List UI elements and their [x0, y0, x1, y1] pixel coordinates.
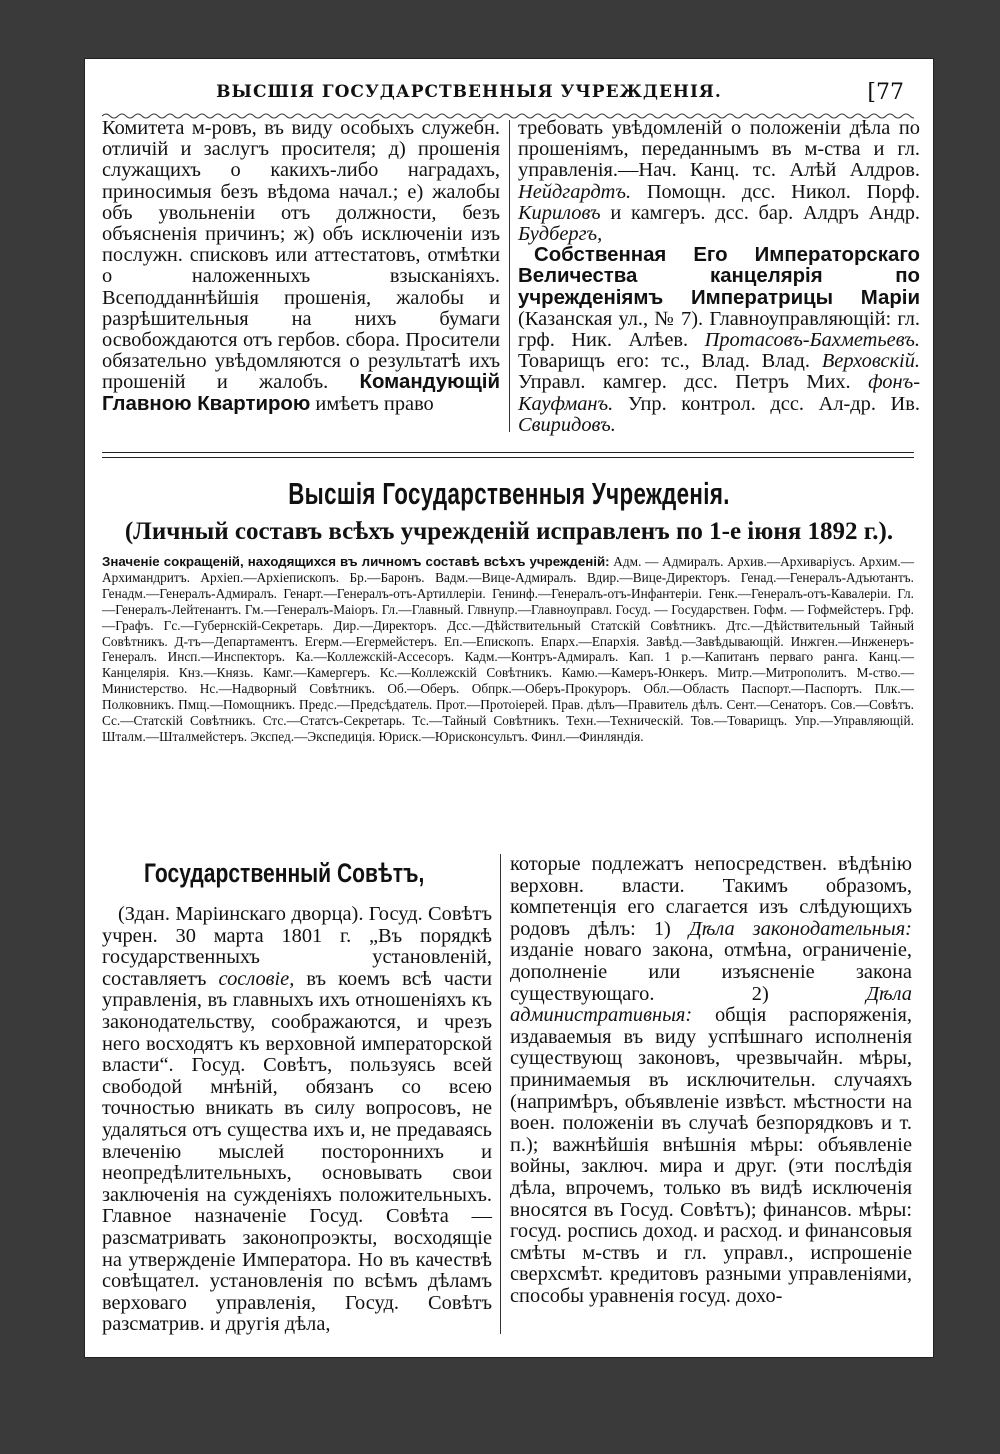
bottom-right-column: [510, 854, 912, 1307]
top-right-text-3: и камгеръ. дсс. бар. Алдръ Андр.: [610, 201, 920, 224]
top-left-bold-phrase: Командующій Главною Квартирою: [102, 371, 500, 415]
top-left-column: [102, 118, 500, 415]
bottom-right-text-3: общія распоряженія, издаваемыя въ виду успѣшнаго исполненія существующ законовъ, чрезвычайн. мѣры, принимаемыя въ исключительн. случаяхъ (напримѣръ, объявленіе извѣст. мѣстности на воен. положеніи въ случаѣ безпорядковъ и т. п.); важнѣйшія внѣшнія мѣры: объявленіе войны, заключ. мира и друг. (эти послѣдія дѣла, впрочемъ, только въ видѣ исключенія вносятся въ Госуд. Совѣтъ); финансов. мѣры: госуд. роспись доход. и расход. и финансовыя смѣты м-ствъ и гл. управл., испрошеніе сверхсмѣт. кредитовъ разными управленіями, способы уравненія госуд. дохо-: [510, 1004, 912, 1307]
top-right-name-2: Кириловъ: [518, 201, 601, 224]
bottom-left-italic-1: сословіе,: [218, 967, 295, 990]
top-right-name-5: Верховскій.: [821, 350, 920, 373]
page-number: [77: [867, 80, 904, 105]
top-right-text-1: требовать увѣдомленій о положеніи дѣла по прошеніямъ, переданнымъ въ м-ства и гл. управленія.—Нач. Канц. тс. Алѣй Алдров.: [518, 117, 920, 182]
main-title: Высшія Государственныя Учрежденія.: [288, 476, 730, 511]
sub-title: (Личный составъ всѣхъ учрежденій исправленъ по 1-е іюня 1892 г.).: [124, 518, 894, 545]
bottom-right-text-1: которые подлежатъ непосредствен. вѣдѣнію верховн. власти. Такимъ образомъ, компетенція его слагается изъ слѣдующихъ родовъ дѣлъ: 1): [510, 853, 912, 940]
top-right-column: [518, 118, 920, 436]
top-right-name-6: фонъ-Кауфманъ.: [518, 371, 920, 415]
abbreviations-block: [102, 554, 914, 745]
top-left-text: Комитета м-ровъ, въ виду особыхъ служебн. отличій и заслугъ просителя; д) прошенія служащихъ о какихъ-либо наградахъ, приносимыя безъ вѣдома начал.; е) жалобы объ увольненіи отъ должности, безъ объясненія причинъ; ж) объ исключеніи изъ послужн. списковъ или аттестатовъ, отмѣтки о наложенныхъ взысканіяхъ. Всеподданнѣйшія прошенія, жалобы и разрѣшительныя на нихъ бумаги освобождаются отъ гербов. сбора. Просители обязательно увѣдомляются о результатѣ ихъ прошеній и жалобъ.: [102, 117, 500, 394]
top-right-text-7: Упр. контрол. дсс. Ал-др. Ив.: [627, 392, 920, 415]
top-left-tail: имѣетъ право: [315, 392, 434, 415]
bottom-right-text-2: изданіе новаго закона, отмѣна, ограниченіе, дополненіе или изъясненіе закона существующаго. 2): [510, 939, 912, 1005]
page: [84, 58, 934, 1358]
top-right-name-7: Свиридовъ.: [518, 413, 616, 436]
top-right-text-5: Товарищъ его: тс., Влад. Влад.: [518, 350, 810, 373]
bottom-left-text-1: (Здан. Маріинскаго дворца). Госуд. Совѣтъ учрен. 30 марта 1801 г. „Въ порядкѣ государственныхъ установленій, составляетъ: [102, 903, 492, 990]
top-right-text-2: Помощн. дсс. Никол. Порф.: [646, 180, 920, 203]
double-rule: [102, 452, 914, 458]
running-header: [84, 80, 934, 110]
top-right-name-3: Будбергъ,: [518, 223, 603, 246]
running-title: ВЫСШІЯ ГОСУДАРСТВЕННЫЯ УЧРЕЖДЕНІЯ.: [216, 82, 722, 102]
top-right-name-1: Нейдгардтъ.: [518, 180, 632, 203]
chancellery-heading: Собственная Его Императорскаго Величества канцелярія по учрежденіямъ Императрицы Маріи: [518, 244, 920, 309]
abbreviations-text: Адм. — Адмиралъ. Архив.—Архиваріусъ. Архим.—Архимандритъ. Архіеп.—Архіепископъ. Бр.—Баронъ. Вадм.—Вице-Адмиралъ. Вдир.—Вице-Директоръ. Генад.—Генералъ-Адъютантъ. Генадм.—Генералъ-Адмиралъ. Генарт.—Генералъ-отъ-Артиллеріи. Генинф.—Генералъ-отъ-Инфантеріи. Генк.—Генералъ-отъ-Кавалеріи. Гл.—Генералъ-Лейтенантъ. Гм.—Генералъ-Маіоръ. Гл.—Главный. Глвнупр.—Главноуправл. Госуд. — Государствен. Гофм. — Гофмейстеръ. Грф.—Графъ. Гс.—Губернскій-Секретарь. Дир.—Директоръ. Дсс.—Дѣйствительный Статскій Совѣтникъ. Дтс.—Дѣйствительный Тайный Совѣтникъ. Д-тъ—Департаментъ. Егерм.—Егермейстеръ. Еп.—Епископъ. Епарх.—Епархія. Завѣд.—Завѣдывающій. Инжген.—Инженеръ-Генералъ. Инсп.—Инспекторъ. Ка.—Коллежскій-Ассесоръ. Кадм.—Контръ-Адмиралъ. Кап. 1 р.—Капитанъ перваго ранга. Канц.—Канцелярія. Кнз.—Князь. Камг.—Камергеръ. Кс.—Коллежскій Совѣтникъ. Камю.—Камеръ-Юнкеръ. Митр.—Митрополитъ. М-ство.—Министерство. Нс.—Надворный Совѣтникъ. Об.—Оберъ. Обпрк.—Оберъ-Прокуроръ. Обл.—Область Паспорт.—Паспортъ. Плк.—Полковникъ. Пмщ.—Помощникъ. Предс.—Предсѣдатель. Прот.—Протоіерей. Прав. дѣлъ—Правитель дѣлъ. Сент.—Сенаторъ. Сов.—Совѣтъ. Сс.—Статскій Совѣтникъ. Стс.—Статсъ-Секретарь. Тс.—Тайный Совѣтникъ. Техн.—Техническій. Тов.—Товарищъ. Упр.—Управляющій. Шталм.—Шталмейстеръ. Экспед.—Экспедиція. Юриск.—Юрисконсультъ. Финл.—Финляндія.: [102, 554, 914, 744]
abbreviations-lead: Значеніе сокращеній, находящихся въ личномъ составѣ всѣхъ учрежденій:: [102, 554, 610, 569]
top-right-name-4: Протасовъ-Бахметьевъ.: [704, 329, 920, 352]
bottom-right-italic-1: Дѣла законодательныя:: [688, 917, 912, 940]
column-divider-bottom: [500, 854, 501, 1334]
bottom-left-column: [102, 904, 492, 1336]
top-right-text-6: Управл. камгер. дсс. Петръ Мих.: [518, 371, 851, 394]
top-right-text-4: (Казанская ул., № 7). Главноуправляющій: гл. грф. Ник. Алѣев.: [518, 307, 920, 352]
bottom-left-text-2: въ коемъ всѣ части управленія, въ главныхъ ихъ отношеніяхъ къ законодательству, соображаются, и чрезъ него восходятъ къ верховной императорской власти“. Госуд. Совѣтъ, пользуясь всей свободой мнѣній, обязанъ со всею точностью вникать въ силу вопросовъ, не удаляться отъ существа ихъ и, не предаваясь влеченію мыслей постороннихъ и неопредѣлительныхъ, основывать свои заключенія на сужденіяхъ положительныхъ. Главное назначеніе Госуд. Совѣта — разсматривать законопроэкты, восходящіе на утвержденіе Императора. Но въ качествѣ совѣщател. установленія по всѣмъ дѣламъ верховаго управленія, Госуд. Совѣтъ разсматрив. и другія дѣла,: [102, 967, 492, 1336]
bottom-right-italic-2: Дѣла административныя:: [510, 982, 912, 1027]
column-divider-top: [509, 120, 510, 432]
section-title: Государственный Совѣтъ,: [144, 858, 425, 888]
